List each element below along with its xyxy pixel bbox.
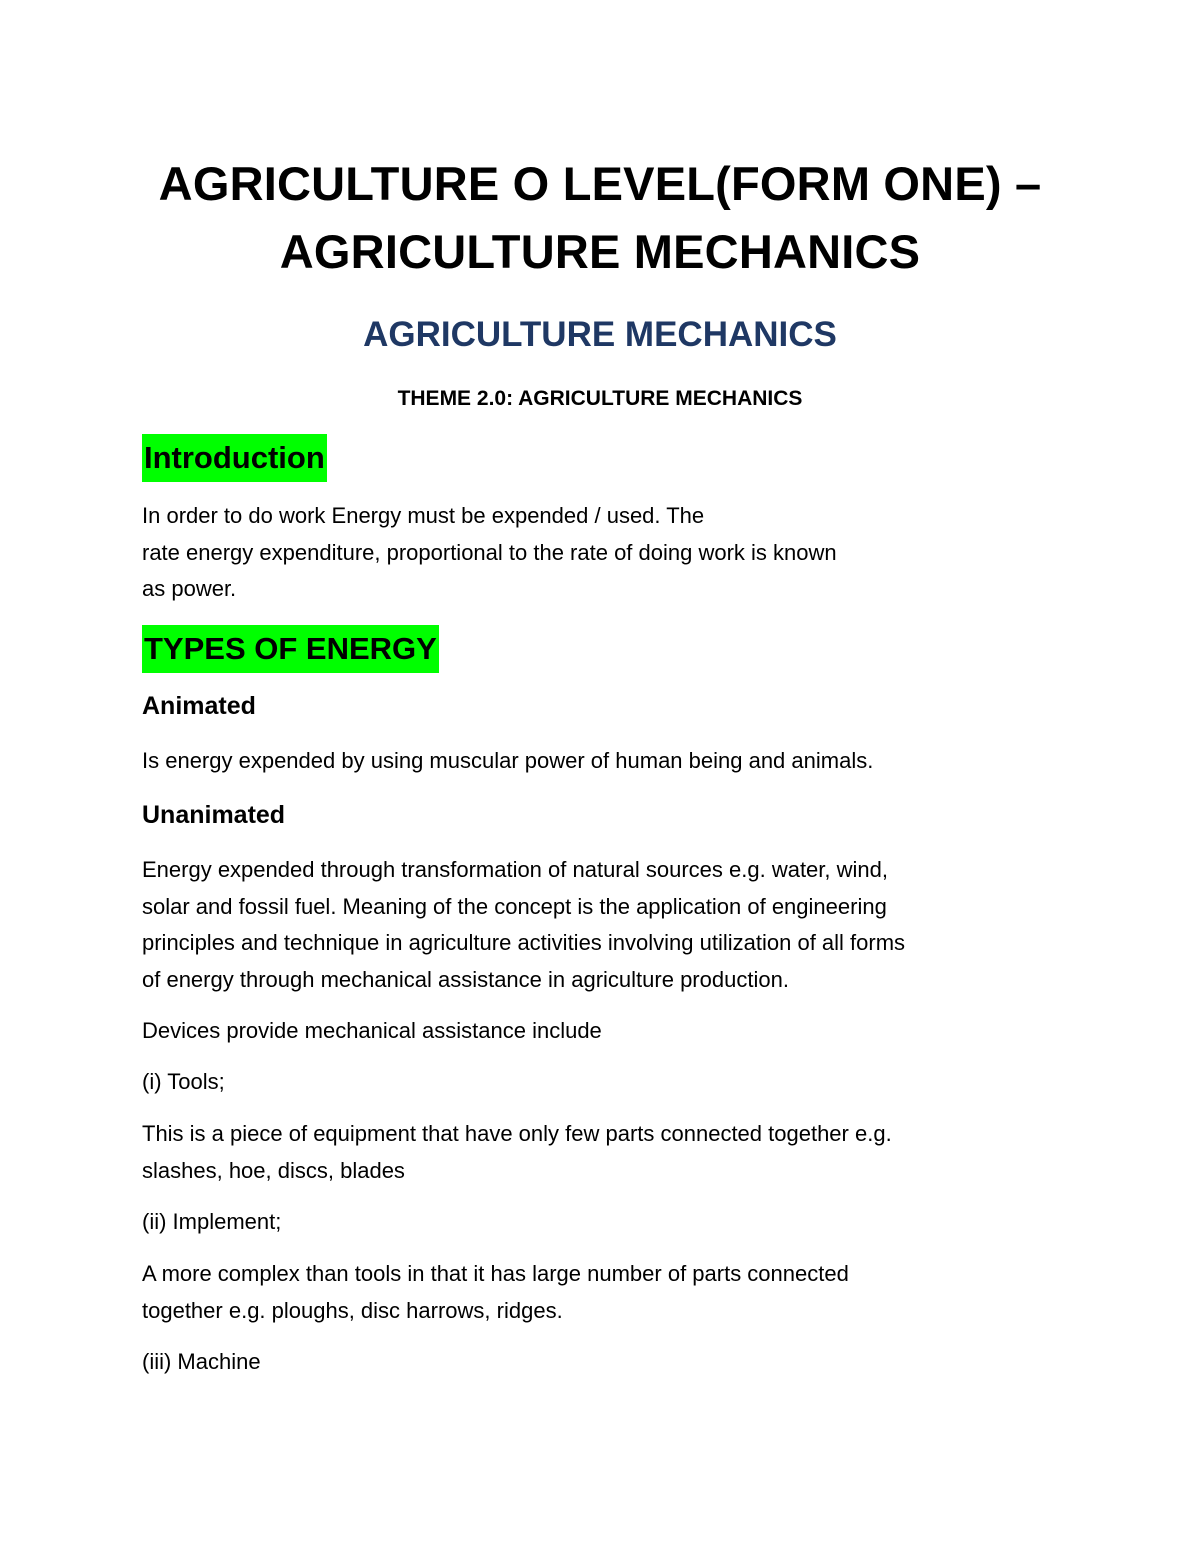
unanimated-heading: Unanimated [142,801,286,829]
implement-label: (ii) Implement; [142,1209,282,1234]
machine-label: (iii) Machine [142,1349,261,1374]
document-title: AGRICULTURE O LEVEL(FORM ONE) – AGRICULTURE MECHANICS [158,157,1042,278]
introduction-paragraph: In order to do work Energy must be expended / used. The rate energy expenditure, proportional to the rate of doing work is known as power. [142,503,837,601]
animated-heading: Animated [142,692,256,720]
implement-paragraph: A more complex than tools in that it has large number of parts connected together e.g. ploughs, disc harrows, ridges. [142,1261,849,1323]
devices-paragraph: Devices provide mechanical assistance include [142,1018,602,1043]
tools-paragraph: This is a piece of equipment that have only few parts connected together e.g. slashes, hoe, discs, blades [142,1121,892,1183]
tools-label: (i) Tools; [142,1069,225,1094]
theme-heading: THEME 2.0: AGRICULTURE MECHANICS [397,387,803,410]
animated-paragraph: Is energy expended by using muscular power of human being and animals. [142,748,874,773]
types-of-energy-heading: TYPES OF ENERGY [142,625,439,673]
unanimated-paragraph: Energy expended through transformation of natural sources e.g. water, wind, solar and fossil fuel. Meaning of the concept is the application of engineering principles and technique in agriculture activities involving utilization of all forms of energy through mechanical assistance in agriculture production. [142,857,906,992]
document-subtitle: AGRICULTURE MECHANICS [363,315,837,354]
introduction-heading: Introduction [142,434,327,482]
